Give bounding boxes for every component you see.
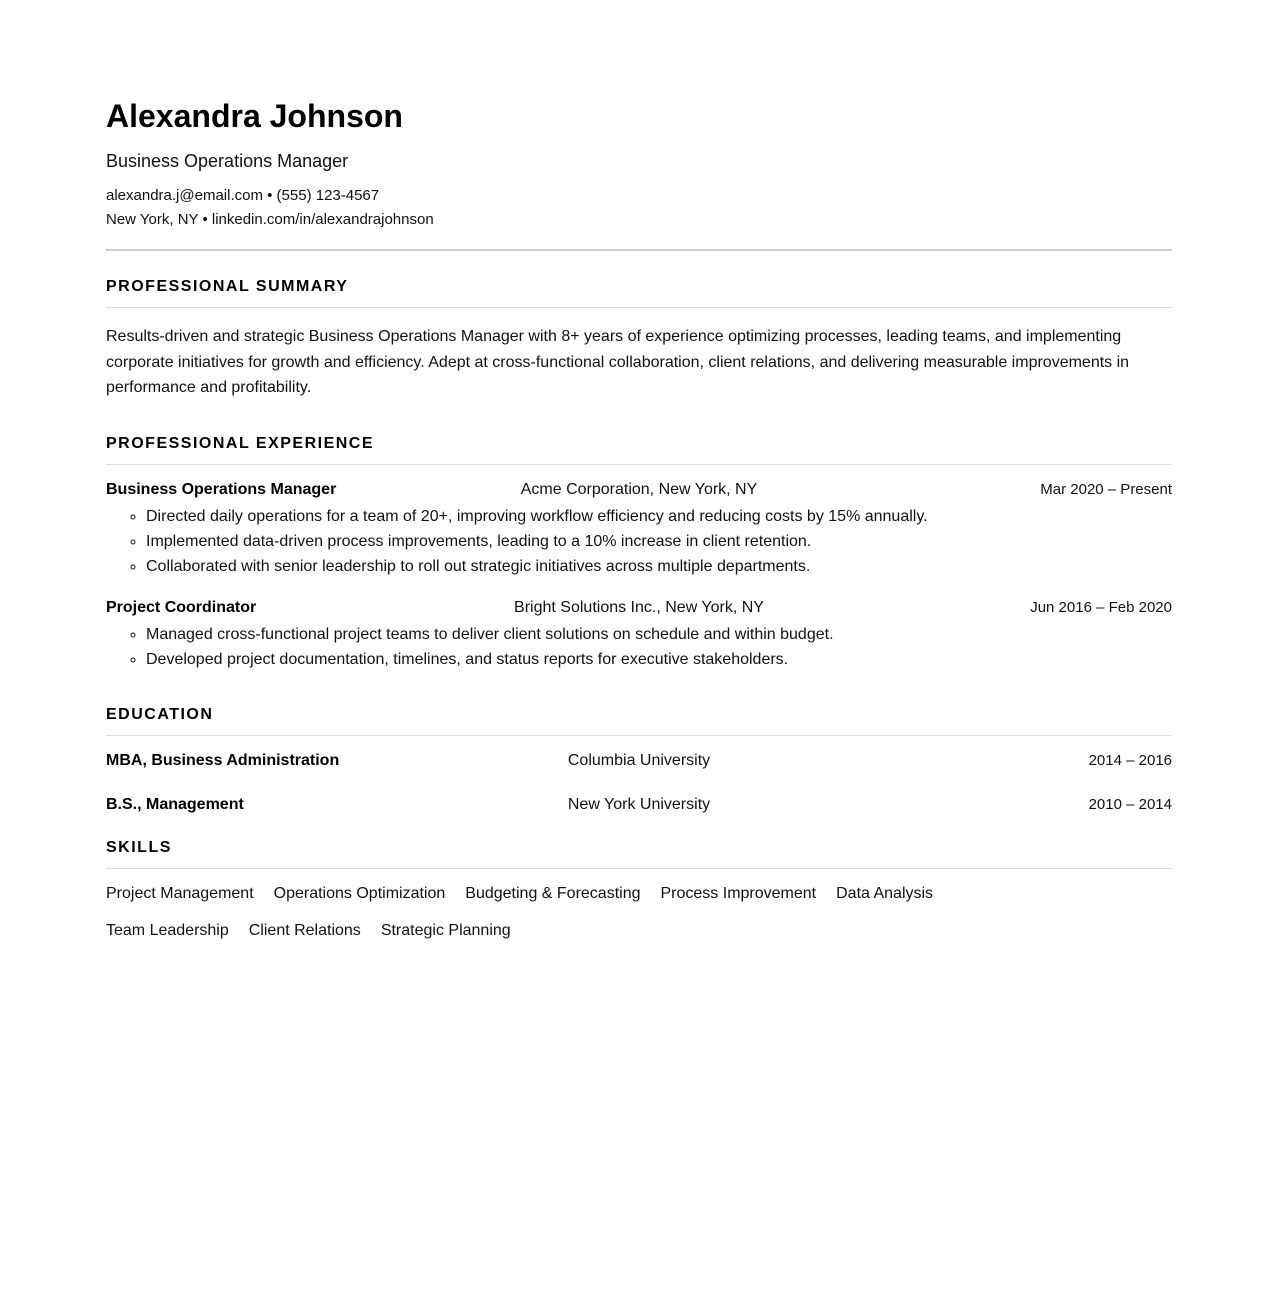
job-entry <box>106 597 1172 672</box>
section-divider <box>106 307 1172 308</box>
education-section <box>106 705 1172 816</box>
job-dates: Mar 2020 – Present <box>1040 480 1173 498</box>
education-degree: B.S., Management <box>106 795 244 813</box>
skills-section <box>106 838 1172 942</box>
resume-page <box>106 95 1172 942</box>
summary-section <box>106 277 1172 401</box>
skill-item: Client Relations <box>248 921 361 939</box>
education-list <box>106 750 1172 816</box>
section-divider <box>106 735 1172 736</box>
skill-item: Strategic Planning <box>380 921 511 939</box>
experience-title: PROFESSIONAL EXPERIENCE <box>106 434 375 452</box>
education-degree: MBA, Business Administration <box>106 751 340 769</box>
education-dates: 2014 – 2016 <box>1088 751 1173 769</box>
candidate-headline: Business Operations Manager <box>106 151 349 171</box>
resume-header <box>106 95 1172 251</box>
candidate-name: Alexandra Johnson <box>106 98 403 134</box>
section-divider <box>106 868 1172 869</box>
job-bullet: ◦ Collaborated with senior leadership to roll out strategic initiatives across multiple departments. <box>146 554 1172 579</box>
contact-location-linkedin: New York, NY • linkedin.com/in/alexandrajohnson <box>106 211 434 228</box>
skill-item: Operations Optimization <box>273 884 446 902</box>
job-company: Acme Corporation, New York, NY <box>520 480 758 498</box>
job-entry <box>106 479 1172 579</box>
job-bullet: ◦ Directed daily operations for a team of 20+, improving workflow efficiency and reducing costs by 15% annually. <box>146 504 1172 529</box>
education-school: New York University <box>567 795 711 813</box>
skills-title: SKILLS <box>106 838 172 856</box>
job-dates: Jun 2016 – Feb 2020 <box>1030 598 1172 616</box>
skill-item: Process Improvement <box>660 884 817 902</box>
job-company: Bright Solutions Inc., New York, NY <box>514 598 764 616</box>
job-bullets <box>106 622 1172 672</box>
education-entry <box>106 794 1172 816</box>
experience-section <box>106 434 1172 672</box>
education-dates: 2010 – 2014 <box>1088 795 1172 813</box>
job-title: Project Coordinator <box>106 598 257 616</box>
education-school: Columbia University <box>567 751 711 769</box>
contact-info <box>106 184 1172 232</box>
job-title: Business Operations Manager <box>106 480 337 498</box>
summary-title: PROFESSIONAL SUMMARY <box>106 278 349 295</box>
job-bullet: ◦ Managed cross-functional project teams to deliver client solutions on schedule and within budget. <box>146 622 1172 647</box>
job-bullet: ◦ Implemented data-driven process improvements, leading to a 10% increase in client retention. <box>146 529 1172 554</box>
summary-text: Results-driven and strategic Business Operations Manager with 8+ years of experience optimizing processes, leading teams, and implementing corporate initiatives for growth and efficiency. Adept at cross-functional collaboration, client relations, and delivering measurable improvements in performance and profitability. <box>106 328 1130 397</box>
job-header-row <box>106 479 1172 501</box>
education-title: EDUCATION <box>106 705 214 723</box>
contact-email-phone: alexandra.j@email.com • (555) 123-4567 <box>106 187 380 204</box>
education-entry <box>106 750 1172 772</box>
job-header-row <box>106 597 1172 619</box>
skill-item: Team Leadership <box>106 921 229 939</box>
skill-item: Data Analysis <box>836 884 934 902</box>
header-divider <box>106 249 1172 251</box>
skill-item: Project Management <box>106 884 254 902</box>
job-bullets <box>106 504 1172 579</box>
section-divider <box>106 464 1172 465</box>
skills-list <box>106 883 1066 942</box>
job-bullet: ◦ Developed project documentation, timelines, and status reports for executive stakeholders. <box>146 647 1172 672</box>
skill-item: Budgeting & Forecasting <box>465 884 641 902</box>
